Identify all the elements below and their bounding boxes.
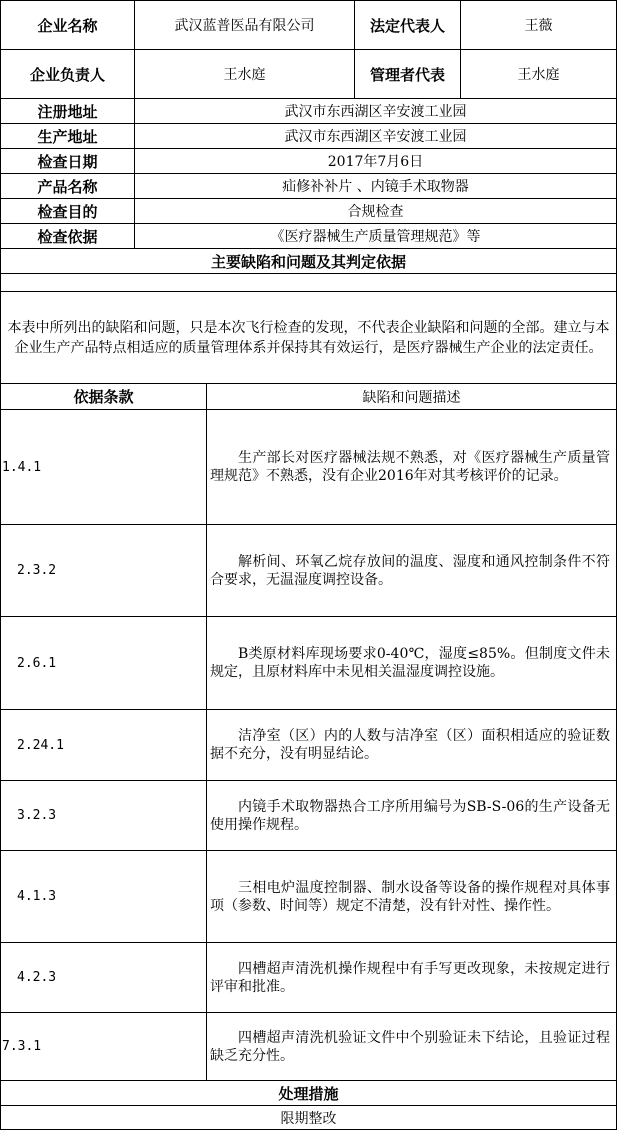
- purpose-label: 检查目的: [1, 199, 135, 224]
- defect-row: [1, 1013, 617, 1081]
- measures-title: 处理措施: [1, 1081, 617, 1106]
- basis: 《医疗器械生产质量管理规范》等: [135, 224, 617, 249]
- disclaimer-note: 本表中所列出的缺陷和问题，只是本次飞行检查的发现，不代表企业缺陷和问题的全部。建立与本企业生产产品特点相适应的质量管理体系并保持其有效运行，是医疗器械生产企业的法定责任。: [1, 292, 617, 384]
- defect-desc: 四槽超声清洗机验证文件中个别验证未下结论，且验证过程缺乏充分性。: [207, 1013, 617, 1081]
- defect-clause: 4.1.3: [1, 851, 207, 943]
- defect-clause: 2.24.1: [1, 710, 207, 781]
- defect-clause: 4.2.3: [1, 943, 207, 1013]
- reg-address: 武汉市东西湖区辛安渡工业园: [135, 99, 617, 124]
- defect-clause: 3.2.3: [1, 781, 207, 851]
- defect-row: [1, 851, 617, 943]
- defect-row: [1, 710, 617, 781]
- prod-address-label: 生产地址: [1, 124, 135, 149]
- basis-label: 检查依据: [1, 224, 135, 249]
- management-rep-label: 管理者代表: [355, 50, 461, 99]
- management-rep: 王水庭: [461, 50, 617, 99]
- col-desc-header: 缺陷和问题描述: [207, 384, 617, 410]
- defect-row: [1, 525, 617, 617]
- col-clause-header: 依据条款: [1, 384, 207, 410]
- person-in-charge-label: 企业负责人: [1, 50, 135, 99]
- defects-section-title: 主要缺陷和问题及其判定依据: [1, 249, 617, 274]
- defect-clause: 2.6.1: [1, 617, 207, 710]
- reg-address-label: 注册地址: [1, 99, 135, 124]
- defect-row: [1, 943, 617, 1013]
- inspection-date: 2017年7月6日: [135, 149, 617, 174]
- legal-rep: 王薇: [461, 1, 617, 50]
- prod-address: 武汉市东西湖区辛安渡工业园: [135, 124, 617, 149]
- product-name-label: 产品名称: [1, 174, 135, 199]
- blank-row: [1, 274, 617, 292]
- defect-desc: 洁净室（区）内的人数与洁净室（区）面积相适应的验证数据不充分，没有明显结论。: [207, 710, 617, 781]
- product-name: 疝修补补片 、内镜手术取物器: [135, 174, 617, 199]
- defect-desc: B类原材料库现场要求0-40℃，湿度≤85%。但制度文件未规定，且原材料库中未见相关温湿度调控设施。: [207, 617, 617, 710]
- defect-row: [1, 617, 617, 710]
- defect-clause: 1.4.1: [1, 410, 207, 525]
- defect-desc: 三相电炉温度控制器、制水设备等设备的操作规程对具体事项（参数、时间等）规定不清楚，没有针对性、操作性。: [207, 851, 617, 943]
- defect-row: [1, 410, 617, 525]
- defect-desc: 四槽超声清洗机操作规程中有手写更改现象，未按规定进行评审和批准。: [207, 943, 617, 1013]
- company-name: 武汉蓝普医品有限公司: [135, 1, 355, 50]
- defect-clause: 7.3.1: [1, 1013, 207, 1081]
- defect-desc: 生产部长对医疗器械法规不熟悉，对《医疗器械生产质量管理规范》不熟悉，没有企业2016年对其考核评价的记录。: [207, 410, 617, 525]
- inspection-date-label: 检查日期: [1, 149, 135, 174]
- company-name-label: 企业名称: [1, 1, 135, 50]
- defect-clause: 2.3.2: [1, 525, 207, 617]
- defect-row: [1, 781, 617, 851]
- purpose: 合规检查: [135, 199, 617, 224]
- defect-desc: 解析间、环氧乙烷存放间的温度、湿度和通风控制条件不符合要求，无温湿度调控设备。: [207, 525, 617, 617]
- measures-value: 限期整改: [1, 1106, 617, 1130]
- person-in-charge: 王水庭: [135, 50, 355, 99]
- defect-desc: 内镜手术取物器热合工序所用编号为SB-S-06的生产设备无使用操作规程。: [207, 781, 617, 851]
- legal-rep-label: 法定代表人: [355, 1, 461, 50]
